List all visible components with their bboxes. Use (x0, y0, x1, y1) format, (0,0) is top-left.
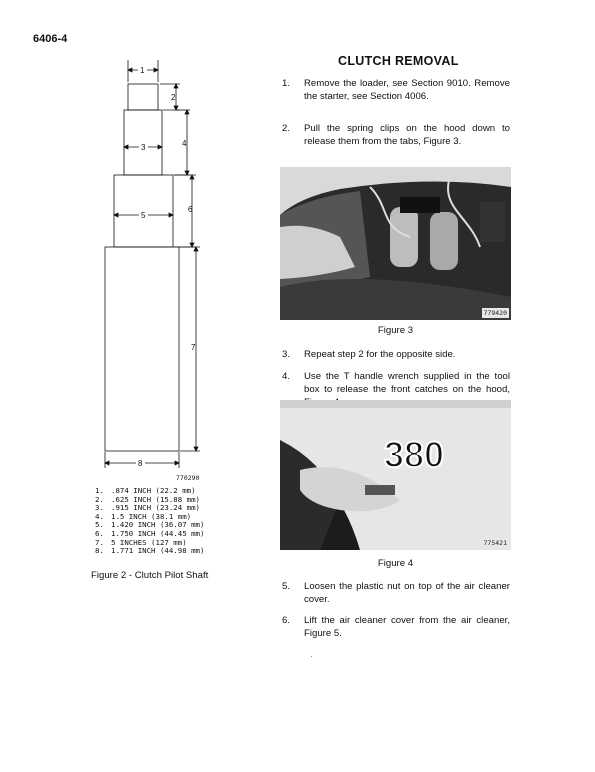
legend-item: 6. 1.750 INCH (44.45 mm) (95, 528, 205, 538)
legend-item: 5. 1.420 INCH (36.07 mm) (95, 520, 205, 530)
dim-label-4: 4 (182, 139, 187, 148)
shaft-lower-section (105, 247, 179, 451)
dim-label-6: 6 (188, 205, 193, 214)
step-5: 5. Loosen the plastic nut on top of the air cleaner cover. (282, 581, 510, 605)
figure4-photo (280, 400, 511, 550)
step-1: 1. Remove the loader, see Section 9010. Remove the starter, see Section 4006. (282, 78, 510, 102)
dim-label-7: 7 (191, 343, 196, 352)
step-4: 4. Use the T handle wrench supplied in the tool box to release the front catches on the hood, (282, 371, 510, 395)
legend-item: 2. .625 INCH (15.88 mm) (95, 494, 200, 504)
drawing-code: 770290 (176, 474, 200, 482)
clutch-pilot-shaft-drawing (90, 60, 220, 480)
figure4-caption: Figure 4 (377, 558, 414, 569)
figure2-caption: Figure 2 - Clutch Pilot Shaft (91, 570, 209, 581)
figure4-photo-code: 775421 (483, 539, 507, 547)
section-title: CLUTCH REMOVAL (338, 54, 459, 68)
step-6: 6. Lift the air cleaner cover from the air cleaner, Figure 5. (282, 615, 510, 639)
legend-item: 3. .915 INCH (23.24 mm) (95, 503, 200, 513)
dim-label-2: 2 (171, 93, 176, 102)
dimension-legend (95, 487, 204, 556)
shaft-tip-section (128, 84, 158, 110)
legend-item: 7. 5 INCHES (127 mm) (95, 537, 187, 547)
page-number: 6406-4 (33, 33, 68, 45)
dim-label-8: 8 (138, 459, 143, 468)
dim-label-1: 1 (140, 66, 145, 75)
legend-item: 4. 1.5 INCH (38.1 mm) (95, 511, 192, 521)
step-3: 3. Repeat step 2 for the opposite side. (282, 349, 456, 360)
stray-dot (311, 656, 312, 657)
dim-label-3: 3 (141, 143, 146, 152)
figure3-photo-code: 779420 (483, 309, 507, 317)
step-2: 2. Pull the spring clips on the hood down to release them from the tabs, Figure 3. (282, 123, 510, 147)
dim-label-5: 5 (141, 211, 146, 220)
legend-item: 8. 1.771 INCH (44.98 mm) (95, 546, 205, 556)
figure3-photo (280, 167, 511, 320)
figure4-decal: 380 (384, 434, 445, 475)
legend-item: 1. .874 INCH (22.2 mm) (95, 486, 196, 495)
figure3-caption: Figure 3 (377, 325, 414, 336)
